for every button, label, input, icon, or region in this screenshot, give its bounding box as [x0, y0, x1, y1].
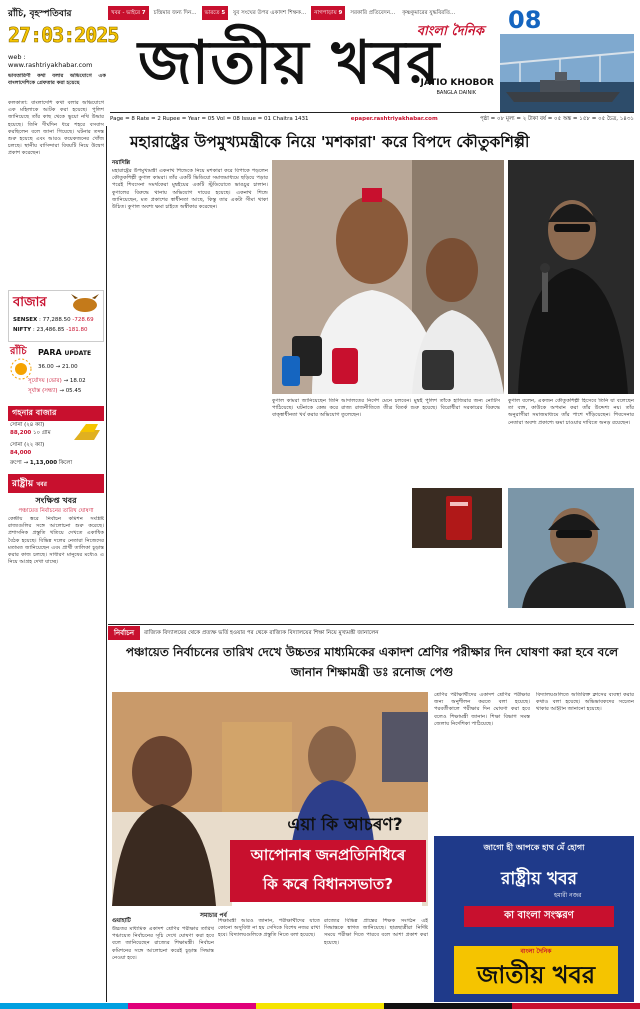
- cartoon-line2: কি কৰে বিধানসভাত?: [263, 875, 393, 893]
- main-story-col3: কুণাল বলেন, একজন কৌতুকশিল্পী হিসেবে তিনি যা বলেছেন তা ব্যঙ্গ, কাউকে অপমান করা তাঁর উদ্দেশ্য নয়। তাঁর অনুরাগীরা সমাজমাধ্যমে তাঁর পাশে দাঁড়িয়েছেন। শিবসেনার নেতারা অবশ্য প্রকাশ্যে ক্ষমা চাওয়ার দাবিতে অনড় রয়েছেন।: [508, 398, 634, 426]
- lower-collage: [112, 692, 428, 906]
- ship-illustration: [500, 34, 634, 112]
- national-lede: পঞ্চায়েত নির্বাচনের তারিখ ঘোষণা: [18, 508, 94, 514]
- day-label: রাঁচি, বৃহস্পতিবার: [8, 9, 72, 19]
- market-box: [8, 290, 104, 342]
- epaper-url: epaper.rashtriyakhabar.com: [350, 116, 438, 122]
- epaper-line: [110, 114, 634, 124]
- strip-item-2: চন্দ্রিমার জন্য দিন...: [153, 10, 197, 16]
- promo-name-box: [454, 946, 618, 994]
- national-subtitle: সংক্ষিপ্ত খবর: [35, 496, 77, 505]
- gold22-row: সোনা (২২ ক্যা) 84,000: [10, 442, 45, 456]
- gold-bar-icon: [72, 422, 102, 444]
- date-block: [8, 6, 119, 98]
- top-strip: [108, 6, 498, 20]
- strip-item-5: নাগপাড়ায় 9: [311, 6, 345, 20]
- sun-icon: [10, 358, 32, 380]
- lower-col4: শ্রেণির পরীক্ষার্থীদের একাদশ শ্রেণির পরীক্ষার জন্য অনুশীলন করতে বলা হয়েছে। পরবর্তীকালে পরীক্ষার দিন ঘোষণা করা হবে বলেও শিক্ষামন্ত্রী জানান। শিক্ষা বিভাগ সমস্ত জেলায় নির্দেশিকা পাঠিয়েছে।: [434, 692, 530, 727]
- lower-col5: বিদ্যালয়গুলিতে অতিরিক্ত ক্লাসের ব্যবস্থা করার কথাও বলা হয়েছে। অভিভাবকদের সচেতন থাকার আহ্বান জানানো হয়েছে।: [536, 692, 634, 713]
- masthead-subtitle: বাংলা দৈনিক: [416, 24, 484, 39]
- weather-temps: 36.00 → 21.00: [38, 364, 78, 370]
- weather-box: [8, 344, 104, 404]
- ship-photo: [500, 34, 634, 112]
- website: web : www.rashtriyakhabar.com: [8, 53, 93, 69]
- strip-item-6: সরকারি প্রতিবেদন...: [350, 10, 396, 16]
- promo-edition: কা বাংলা সংস্করণ: [464, 906, 614, 927]
- issue-date: 27:03:2025: [8, 23, 119, 47]
- lower-headline: পঞ্চায়েত নির্বাচনের তারিখ দেখে উচ্চতর মাধ্যমিকের একাদশ শ্রেণির পরীক্ষার দিন ঘোষণা করা হবে বলে জানান শিক্ষামন্ত্রী ডঃ রনোজ পেগু: [125, 645, 619, 679]
- promo-brand-tag: হমারী নজর: [554, 892, 582, 899]
- lower-banner: রাজ্যিক বিদ্যালয়ের থেকে প্রত্যক্ষ ভর্তি হওয়ার পর থেকে রাজ্যিক বিদ্যালয়ের শিক্ষা নিয়ে মুখ্যমন্ত্রী জানালেন: [144, 629, 379, 636]
- weather-label: PARA UPDATE: [38, 348, 92, 357]
- promo-small: বাংলা দৈনিক: [520, 948, 552, 955]
- weather-city: রাঁচি: [10, 346, 27, 357]
- main-story-col2: কুণাল কামরা জানিয়েছেন তিনি আদালতের নির্দেশ মেনে চলবেন। মুম্বই পুলিশ তাঁকে হাজিরার জন্য নোটিস পাঠিয়েছে। ঘটনাকে কেন্দ্র করে রাজ্য রাজনীতিতে তীব্র বিতর্ক শুরু হয়েছে। বিরোধীরা সরকারের বিরুদ্ধে বাক্‌স্বাধীনতা খর্ব করার অভিযোগ তুলেছেন।: [272, 398, 500, 419]
- gold-title: গহনার বাজার: [8, 406, 104, 421]
- epaper-rule: [110, 112, 634, 113]
- masthead-english-title: JATIO KHOBOR: [420, 78, 494, 88]
- promo-box: [434, 836, 634, 1002]
- nifty-row: NIFTY : 23,486.85 -181.80: [13, 327, 88, 333]
- sunrise-row: সূর্যোদয় (ভোর) → 18.02: [28, 378, 86, 384]
- market-title: বাজার: [13, 295, 47, 310]
- main-headline: মহারাষ্ট্রের উপমুখ্যমন্ত্রীকে নিয়ে 'মশকারা' করে বিপদে কৌতুকশিল্পী: [130, 133, 530, 151]
- national-box: [8, 474, 104, 514]
- silver-row: রুপো → 1,13,000 কিলো: [10, 460, 73, 466]
- sunset-row: সূর্যাস্ত (সন্ধ্যা) → 05.45: [28, 388, 82, 394]
- column-rule: [106, 126, 107, 1002]
- left-column-story: কলকাতা: বাংলাদেশি কথা বলার অভিযোগে এক মহিলাকে আটক করা হয়েছে। পুলিশ জানিয়েছে তাঁর কাছ থেকে ভুয়ো নথি উদ্ধার হয়েছে। তিনি দীর্ঘদিন ধরে শহরে বসবাস করছিলেন বলে জানা গিয়েছে। ঘটনার তদন্ত শুরু হয়েছে এবং আরও কয়েকজনের খোঁজ চলছে। স্থানীয় বাসিন্দারা বিষয়টি নিয়ে উদ্বেগ প্রকাশ করেছেন।: [8, 100, 104, 157]
- lower-banner-bar: [108, 626, 634, 640]
- masthead-english-subtitle: BANGLA DAINIK: [436, 90, 476, 96]
- strip-item-7: কৃষ্ণকুমারের যুদ্ধবিরতি...: [402, 10, 456, 16]
- book-photo: [412, 488, 502, 548]
- lower-rule: [108, 624, 634, 625]
- politician-photo: [272, 160, 504, 394]
- lower-col1: উচ্চতর মাধ্যমিক একাদশ শ্রেণির পরীক্ষার তারিখ পঞ্চায়েত নির্বাচনের সূচি দেখে ঘোষণা করা হবে বলে জানিয়েছেন রাজ্যের শিক্ষামন্ত্রী। নির্বাচন কমিশনের সঙ্গে আলোচনা করেই চূড়ান্ত সিদ্ধান্ত নেওয়া হবে।: [112, 926, 214, 961]
- comedian-photo: [508, 160, 634, 394]
- masthead: [110, 22, 500, 104]
- lower-col2: শিক্ষামন্ত্রী আরও জানান, পরীক্ষার্থীদের যাতে কোনো অসুবিধা না হয় সেদিকে বিশেষ নজর রাখা হবে। বিদ্যালয়গুলিকে প্রস্তুতি নিতে বলা হয়েছে।: [218, 918, 320, 939]
- lower-dateline: গুয়াহাটি: [112, 918, 131, 924]
- promo-top: জাগো হী আপকে হাথ মেঁ হোগা: [483, 843, 585, 852]
- national-title-bar: রাষ্ট্রীয় খবর: [8, 474, 104, 493]
- bull-icon: [69, 293, 101, 313]
- masthead-title: জাতীয় খবর: [138, 28, 441, 98]
- cartoon-line1: আপোনাৰ জনপ্ৰতিনিধিৰে: [250, 846, 406, 864]
- cartoon-box: [230, 840, 426, 902]
- strip-item-3: ভারতে 5: [202, 6, 229, 20]
- lower-kicker: নির্বাচন: [108, 626, 140, 640]
- gold-box: [8, 406, 104, 470]
- promo-name: জাতীয় খবর: [476, 961, 596, 989]
- bangla-meta: পৃষ্ঠা = ০৮ মূল্য = ২ টাকা বর্ষ = ০৫ অঙ্ক = ১৫৮ = ০৫ চৈত্র, ১৪৩১: [479, 116, 634, 122]
- strip-item-4: যুব সংঘের উপর একাদশ শিক্ষক...: [233, 10, 307, 16]
- cartoon-question: এয়া কি আচৰণ?: [287, 815, 403, 835]
- left-intro: ভাবতারিণী কথা বলার অভিযোগে এক বাংলাদেশিকে গ্রেফতার করা হয়েছে: [8, 73, 106, 87]
- comedian-photo-2: [508, 488, 634, 608]
- page-number: 08: [508, 6, 542, 34]
- national-body: কেন্দ্রীয় স্তরে নির্বাচন কমিশন সংশ্লিষ্ট রাজ্যগুলির সঙ্গে আলোচনা শুরু করেছে। প্রশাসনিক প্রস্তুতি খতিয়ে দেখতে একাধিক বৈঠক হয়েছে। বিভিন্ন দলের নেতারা নিজেদের মতামত জানিয়েছেন এবং প্রার্থী তালিকা চূড়ান্ত করার কাজ চলছে। সাধারণ মানুষের মধ্যেও এ নিয়ে আগ্রহ দেখা যাচ্ছে।: [8, 516, 104, 566]
- gold24-row: সোনা (২৪ ক্যা) 88,200 ১০ গ্রাম: [10, 422, 51, 436]
- strip-item-1: খবর - ভাইরে 7: [108, 6, 149, 20]
- lower-byline: সমাচার পর্ব: [200, 912, 227, 919]
- lower-col3: রাজ্যের বিভিন্ন প্রান্তের শিক্ষক সংগঠন এই সিদ্ধান্তকে স্বাগত জানিয়েছে। ছাত্রছাত্রীরা নির্দিষ্ট সময়ে পরীক্ষা দিতে পারবে বলে আশা প্রকাশ করা হয়েছে।: [324, 918, 428, 946]
- meta-line: Page = 8 Rate = 2 Rupee = Year = 05 Vol = 08 Issue = 01 Chaitra 1431: [110, 116, 309, 122]
- main-dateline: নয়াদিল্লি: [112, 160, 131, 166]
- promo-brand: রাষ্ট্রীয় খবর: [501, 869, 577, 889]
- sensex-row: SENSEX : 77,288.50 -728.69: [13, 317, 94, 323]
- main-story-col1: মহারাষ্ট্রের উপমুখ্যমন্ত্রী একনাথ শিন্ডেকে নিয়ে মশকারা করে বিপাকে পড়লেন কৌতুকশিল্পী কুণাল কামরা। তাঁর একটি ভিডিয়ো সমাজমাধ্যমে ছড়িয়ে পড়ার পরেই শিবসেনা সমর্থকেরা মুম্বইয়ের একটি স্টুডিয়োতে ভাঙচুর চালান। কুণালের বিরুদ্ধে থানায় অভিযোগ দায়ের হয়েছে। একনাথ শিন্ডে জানিয়েছেন, মত প্রকাশের স্বাধীনতা আছে, কিন্তু তার একটা সীমা থাকা উচিত। কুণাল অবশ্য ক্ষমা চাইতে অস্বীকার করেছেন।: [112, 168, 268, 211]
- registration-bar: [0, 1003, 640, 1009]
